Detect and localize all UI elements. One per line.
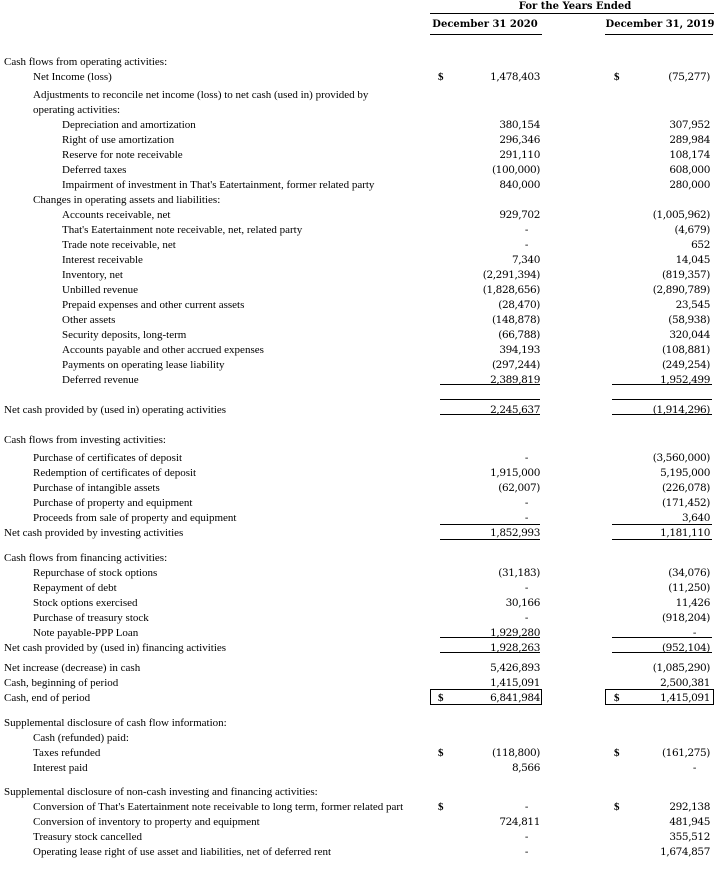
statement-row	[0, 374, 716, 389]
value-2019: (2,890,789)	[652, 284, 710, 296]
row-label: Net cash provided by investing activities	[4, 527, 184, 539]
statement-row	[0, 434, 716, 449]
row-label: Cash flows from operating activities:	[4, 56, 168, 68]
row-label: Impairment of investment in That's Eatertainment, former related party	[62, 179, 375, 191]
row-label: Unbilled revenue	[62, 284, 139, 296]
value-2019: -	[692, 627, 696, 639]
row-label: Cash (refunded) paid:	[33, 732, 129, 744]
statement-row	[0, 552, 716, 567]
statement-row	[0, 801, 716, 816]
row-label: Adjustments to reconcile net income (loss) to net cash (used in) provided by	[33, 89, 369, 101]
value-2019: (1,085,290)	[652, 662, 710, 674]
value-2020: -	[524, 582, 528, 594]
value-2019: -	[692, 762, 696, 774]
statement-row	[0, 149, 716, 164]
value-2020: 929,702	[499, 209, 540, 221]
value-2019: (952,104)	[661, 642, 710, 654]
value-2020: (31,183)	[498, 567, 540, 579]
value-2019: (1,914,296)	[652, 404, 710, 416]
value-2019: 1,674,857	[660, 846, 710, 858]
row-label: Reserve for note receivable	[62, 149, 183, 161]
statement-row	[0, 269, 716, 284]
statement-row	[0, 299, 716, 314]
statement-row	[0, 284, 716, 299]
column-header-2019-rule	[605, 34, 713, 35]
column-header-2019: December 31, 2019	[605, 19, 715, 30]
value-2019: (11,250)	[668, 582, 710, 594]
statement-row	[0, 846, 716, 861]
value-2020: (62,007)	[498, 482, 540, 494]
value-2019: 1,415,091	[660, 692, 710, 704]
statement-row	[0, 527, 716, 542]
value-2020: 7,340	[511, 254, 540, 266]
row-label: Treasury stock cancelled	[33, 831, 142, 843]
statement-row	[0, 179, 716, 194]
row-label: Right of use amortization	[62, 134, 175, 146]
column-header-2020: December 31 2020	[432, 19, 538, 30]
statement-row	[0, 582, 716, 597]
row-label: Stock options exercised	[33, 597, 138, 609]
subtotal-rule	[612, 414, 712, 415]
value-2019: 280,000	[669, 179, 710, 191]
statement-row	[0, 89, 716, 104]
value-2020: 1,415,091	[490, 677, 540, 689]
statement-row	[0, 134, 716, 149]
row-label: operating activities:	[33, 104, 121, 116]
subtotal-rule	[612, 539, 712, 540]
subtotal-rule	[612, 652, 712, 653]
row-label: Purchase of certificates of deposit	[33, 452, 183, 464]
value-2020: 5,426,893	[490, 662, 540, 674]
statement-row	[0, 254, 716, 269]
subtotal-rule	[440, 384, 540, 385]
statement-row	[0, 627, 716, 642]
value-2020: 2,245,637	[490, 404, 540, 416]
statement-row	[0, 119, 716, 134]
row-label: Conversion of inventory to property and equipment	[33, 816, 260, 828]
statement-row	[0, 452, 716, 467]
statement-row	[0, 164, 716, 179]
statement-row	[0, 344, 716, 359]
value-2019: 1,952,499	[660, 374, 710, 386]
row-label: Operating lease right of use asset and liabilities, net of deferred rent	[33, 846, 332, 858]
value-2020: (28,470)	[498, 299, 540, 311]
statement-row	[0, 497, 716, 512]
row-label: Purchase of intangible assets	[33, 482, 160, 494]
value-2019: 108,174	[669, 149, 710, 161]
value-2020: (297,244)	[491, 359, 540, 371]
value-2019: 11,426	[675, 597, 710, 609]
value-2019: 292,138	[669, 801, 710, 813]
value-2020: (118,800)	[491, 747, 540, 759]
statement-row	[0, 104, 716, 119]
subtotal-rule	[440, 524, 540, 525]
subtotal-rule	[440, 399, 540, 400]
statement-row	[0, 762, 716, 777]
value-2020: 2,389,819	[490, 374, 540, 386]
value-2020: 840,000	[499, 179, 540, 191]
subtotal-rule	[440, 637, 540, 638]
currency-symbol: $	[614, 692, 620, 704]
statement-row	[0, 71, 716, 86]
statement-row	[0, 467, 716, 482]
value-2020: (2,291,394)	[482, 269, 540, 281]
value-2019: 320,044	[669, 329, 710, 341]
value-2019: 289,984	[669, 134, 710, 146]
currency-symbol: $	[438, 801, 444, 813]
value-2020: 1,478,403	[490, 71, 540, 83]
statement-row	[0, 747, 716, 762]
period-header: For the Years Ended	[518, 1, 632, 12]
row-label: Accounts payable and other accrued expenses	[62, 344, 264, 356]
value-2020: -	[524, 224, 528, 236]
row-label: Accounts receivable, net	[62, 209, 171, 221]
statement-row	[0, 194, 716, 209]
column-header-2020-rule	[430, 34, 542, 35]
cash-end-box-2019	[605, 689, 714, 705]
subtotal-rule	[440, 539, 540, 540]
cash-end-box-2020	[430, 689, 542, 705]
value-2019: (58,938)	[668, 314, 710, 326]
value-2020: 30,166	[505, 597, 540, 609]
value-2019: 652	[691, 239, 710, 251]
value-2020: -	[524, 801, 528, 813]
row-label: Inventory, net	[62, 269, 123, 281]
subtotal-rule	[612, 399, 712, 400]
value-2019: (108,881)	[661, 344, 710, 356]
subtotal-rule	[440, 652, 540, 653]
value-2019: 5,195,000	[660, 467, 710, 479]
value-2019: 3,640	[681, 512, 710, 524]
row-label: Conversion of That's Eatertainment note receivable to long term, former related part	[33, 801, 404, 813]
value-2020: -	[524, 831, 528, 843]
row-label: Purchase of treasury stock	[33, 612, 149, 624]
value-2019: (34,076)	[668, 567, 710, 579]
row-label: Payments on operating lease liability	[62, 359, 225, 371]
currency-symbol: $	[614, 747, 620, 759]
statement-row	[0, 512, 716, 527]
row-label: Taxes refunded	[33, 747, 101, 759]
statement-row	[0, 239, 716, 254]
row-label: Interest receivable	[62, 254, 143, 266]
value-2020: 394,193	[499, 344, 540, 356]
row-label: Deferred taxes	[62, 164, 127, 176]
row-label: Net increase (decrease) in cash	[4, 662, 141, 674]
row-label: Purchase of property and equipment	[33, 497, 193, 509]
value-2019: (819,357)	[661, 269, 710, 281]
value-2019: (918,204)	[661, 612, 710, 624]
value-2019: 355,512	[669, 831, 710, 843]
value-2020: -	[524, 846, 528, 858]
value-2020: 724,811	[499, 816, 540, 828]
statement-row	[0, 329, 716, 344]
subtotal-rule	[440, 414, 540, 415]
statement-row	[0, 612, 716, 627]
value-2019: (1,005,962)	[652, 209, 710, 221]
row-label: That's Eatertainment note receivable, net, related party	[62, 224, 303, 236]
statement-row	[0, 597, 716, 612]
row-label: Deferred revenue	[62, 374, 139, 386]
value-2019: (171,452)	[661, 497, 710, 509]
statement-row	[0, 831, 716, 846]
value-2019: (3,560,000)	[652, 452, 710, 464]
subtotal-rule	[612, 637, 712, 638]
value-2020: 8,566	[511, 762, 540, 774]
value-2020: 296,346	[499, 134, 540, 146]
statement-row	[0, 732, 716, 747]
value-2020: (66,788)	[498, 329, 540, 341]
value-2019: (226,078)	[661, 482, 710, 494]
row-label: Trade note receivable, net	[62, 239, 176, 251]
value-2020: -	[524, 239, 528, 251]
value-2019: (249,254)	[661, 359, 710, 371]
row-label: Supplemental disclosure of non-cash investing and financing activities:	[4, 786, 318, 798]
row-label: Note payable-PPP Loan	[33, 627, 139, 639]
statement-row	[0, 816, 716, 831]
value-2020: -	[524, 512, 528, 524]
statement-row	[0, 224, 716, 239]
value-2020: -	[524, 497, 528, 509]
value-2020: 1,915,000	[490, 467, 540, 479]
value-2020: (100,000)	[491, 164, 540, 176]
value-2019: (161,275)	[661, 747, 710, 759]
value-2020: 1,929,280	[490, 627, 540, 639]
row-label: Cash flows from investing activities:	[4, 434, 166, 446]
statement-row	[0, 642, 716, 657]
value-2019: 23,545	[675, 299, 710, 311]
value-2019: (75,277)	[668, 71, 710, 83]
row-label: Proceeds from sale of property and equipment	[33, 512, 237, 524]
currency-symbol: $	[614, 71, 620, 83]
value-2020: 1,852,993	[490, 527, 540, 539]
statement-row	[0, 209, 716, 224]
value-2020: -	[524, 452, 528, 464]
row-label: Repayment of debt	[33, 582, 117, 594]
row-label: Repurchase of stock options	[33, 567, 158, 579]
statement-row	[0, 662, 716, 677]
currency-symbol: $	[438, 747, 444, 759]
row-label: Other assets	[62, 314, 116, 326]
value-2019: 1,181,110	[660, 527, 710, 539]
value-2019: (4,679)	[674, 224, 710, 236]
value-2020: 380,154	[499, 119, 540, 131]
row-label: Interest paid	[33, 762, 88, 774]
row-label: Cash, beginning of period	[4, 677, 119, 689]
row-label: Cash, end of period	[4, 692, 91, 704]
row-label: Prepaid expenses and other current assets	[62, 299, 245, 311]
value-2019: 307,952	[669, 119, 710, 131]
row-label: Redemption of certificates of deposit	[33, 467, 197, 479]
currency-symbol: $	[614, 801, 620, 813]
statement-row	[0, 314, 716, 329]
value-2020: 291,110	[499, 149, 540, 161]
statement-row	[0, 359, 716, 374]
value-2019: 608,000	[669, 164, 710, 176]
row-label: Net cash provided by (used in) operating activities	[4, 404, 227, 416]
value-2020: 1,928,263	[490, 642, 540, 654]
statement-row	[0, 482, 716, 497]
row-label: Net cash provided by (used in) financing activities	[4, 642, 227, 654]
statement-row	[0, 567, 716, 582]
subtotal-rule	[612, 384, 712, 385]
value-2020: 6,841,984	[490, 692, 540, 704]
statement-row	[0, 786, 716, 801]
row-label: Supplemental disclosure of cash flow information:	[4, 717, 227, 729]
row-label: Security deposits, long-term	[62, 329, 187, 341]
row-label: Net Income (loss)	[33, 71, 112, 83]
value-2019: 14,045	[675, 254, 710, 266]
value-2020: -	[524, 612, 528, 624]
value-2019: 2,500,381	[660, 677, 710, 689]
row-label: Cash flows from financing activities:	[4, 552, 168, 564]
value-2019: 481,945	[669, 816, 710, 828]
statement-row	[0, 404, 716, 419]
period-header-rule	[430, 13, 714, 14]
value-2020: (148,878)	[491, 314, 540, 326]
currency-symbol: $	[438, 71, 444, 83]
row-label: Depreciation and amortization	[62, 119, 196, 131]
subtotal-rule	[612, 524, 712, 525]
value-2020: (1,828,656)	[482, 284, 540, 296]
statement-row	[0, 56, 716, 71]
row-label: Changes in operating assets and liabilities:	[33, 194, 221, 206]
currency-symbol: $	[438, 692, 444, 704]
statement-row	[0, 717, 716, 732]
